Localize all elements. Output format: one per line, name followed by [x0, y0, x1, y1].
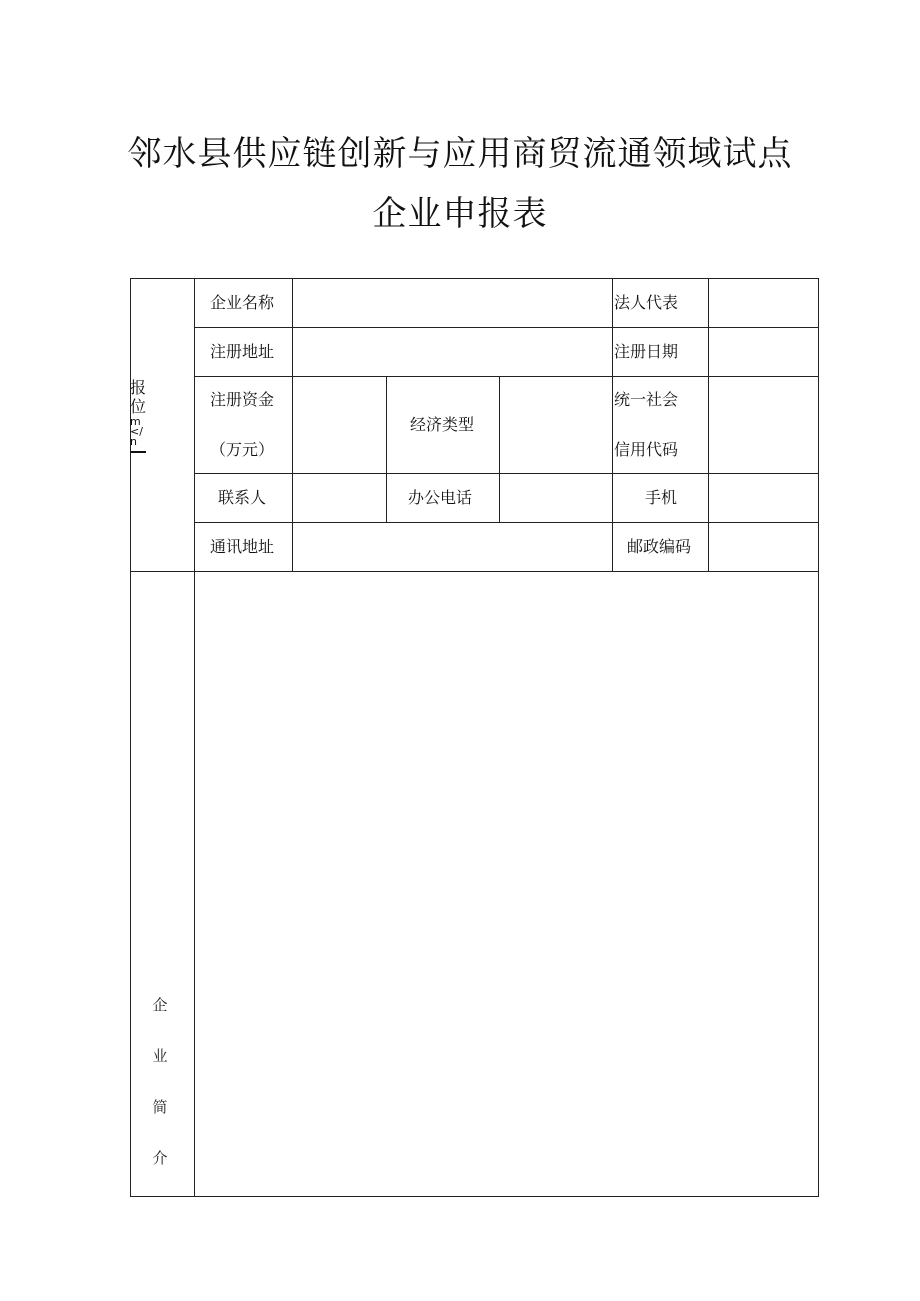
- intro-label-char: 介: [152, 1149, 168, 1167]
- column-divider: [386, 376, 387, 523]
- field-office-phone[interactable]: [503, 488, 608, 508]
- field-contact-person[interactable]: [296, 488, 382, 508]
- label-credit-code-line2: 信用代码: [614, 440, 679, 459]
- label-registered-capital-unit: （万元）: [210, 440, 275, 459]
- intro-label-char: 企: [152, 996, 168, 1014]
- field-economic-type[interactable]: [503, 415, 608, 435]
- field-mobile[interactable]: [712, 488, 814, 508]
- label-contact-person: 联系人: [218, 488, 267, 507]
- label-economic-type: 经济类型: [410, 415, 475, 434]
- field-credit-code[interactable]: [712, 415, 814, 435]
- table-border-right: [818, 278, 819, 1197]
- side-label-part1: 报位: [130, 378, 147, 416]
- side-label-part2: m</n: [130, 415, 143, 448]
- field-company-name[interactable]: [296, 293, 608, 313]
- table-border-top: [130, 278, 819, 279]
- field-postal-code[interactable]: [712, 537, 814, 557]
- field-mailing-address[interactable]: [296, 537, 608, 557]
- field-legal-representative[interactable]: [712, 293, 814, 313]
- label-legal-representative: 法人代表: [614, 293, 679, 312]
- column-divider: [499, 376, 500, 523]
- label-office-phone: 办公电话: [408, 488, 473, 507]
- label-mailing-address: 通讯地址: [210, 537, 275, 556]
- label-credit-code-line1: 统一社会: [614, 390, 679, 409]
- label-registration-date: 注册日期: [614, 342, 679, 361]
- page-title-line1: 邻水县供应链创新与应用商贸流通领域试点: [127, 134, 793, 174]
- field-registration-date[interactable]: [712, 342, 814, 362]
- column-divider: [194, 278, 195, 1197]
- label-postal-code: 邮政编码: [627, 537, 692, 556]
- field-registered-capital[interactable]: [296, 415, 382, 435]
- field-registered-address[interactable]: [296, 342, 608, 362]
- column-divider: [612, 278, 613, 572]
- label-registered-capital: 注册资金: [210, 390, 275, 409]
- label-company-name: 企业名称: [210, 293, 275, 312]
- row-divider: [194, 473, 819, 474]
- row-divider: [194, 376, 819, 377]
- side-label-bar: [130, 451, 146, 453]
- field-company-intro[interactable]: [198, 576, 814, 1192]
- column-divider: [708, 278, 709, 572]
- label-registered-address: 注册地址: [210, 342, 275, 361]
- section-divider: [130, 571, 819, 572]
- side-label: [130, 378, 148, 453]
- row-divider: [194, 327, 819, 328]
- page-title-line2: 企业申报表: [372, 194, 548, 234]
- intro-label-char: 业: [152, 1047, 168, 1065]
- intro-label-char: 简: [152, 1098, 168, 1116]
- column-divider: [292, 278, 293, 572]
- row-divider: [194, 522, 819, 523]
- label-mobile: 手机: [645, 488, 678, 507]
- table-border-bottom: [130, 1196, 819, 1197]
